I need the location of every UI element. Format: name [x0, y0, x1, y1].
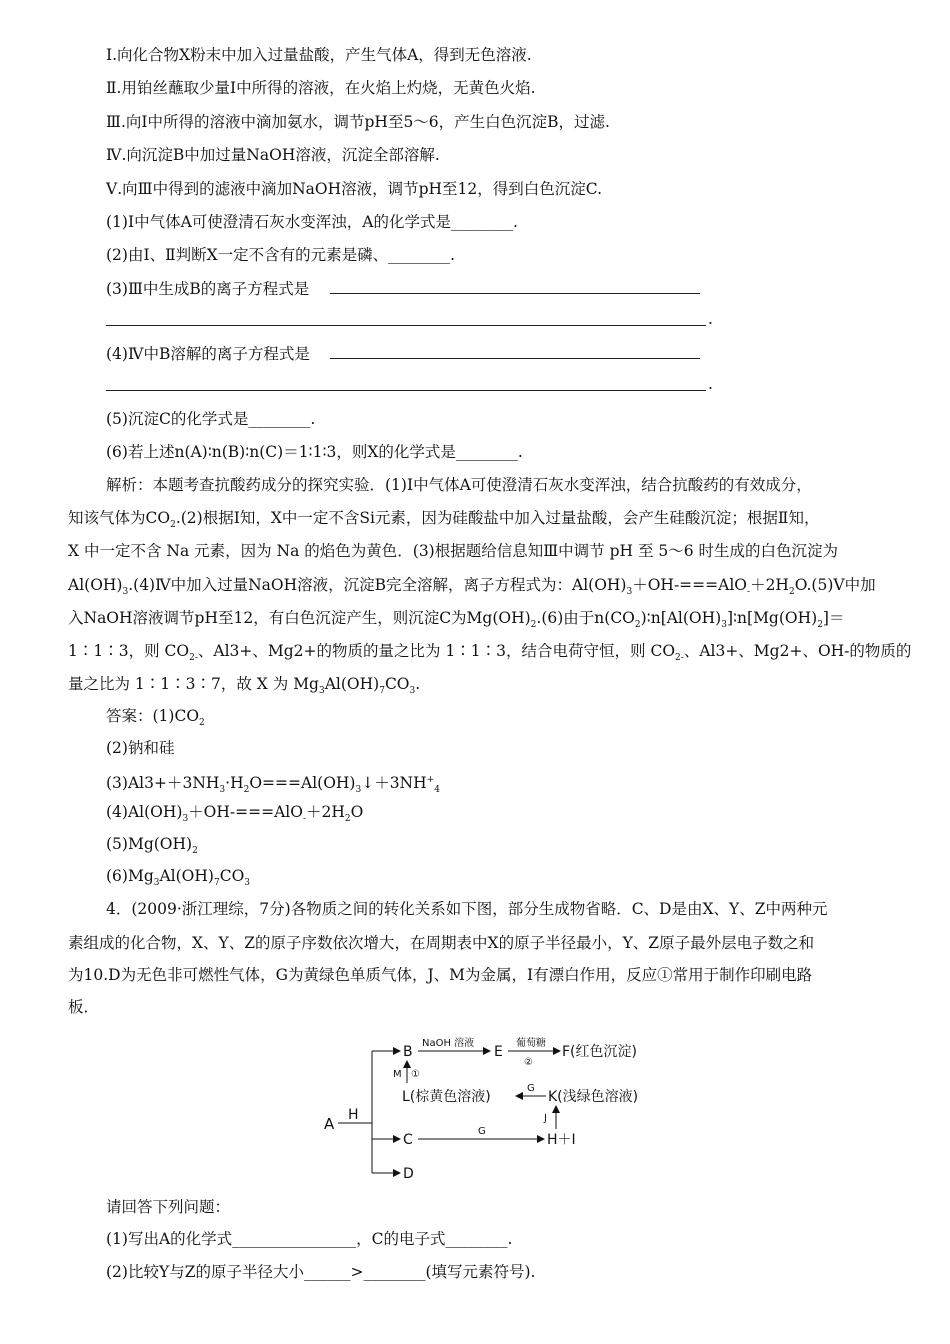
analysis-line: 知该气体为$CO_2.(2)$根据Ⅰ知，X中一定不含Si元素，因为硅酸盐中加入过量盐酸，会产生硅酸沉淀；根据Ⅱ知， [68, 509, 820, 530]
reaction-flow-diagram [320, 1025, 700, 1195]
question-1: (1)Ⅰ中气体A可使澄清石灰水变浑浊，A的化学式是________. [106, 213, 518, 231]
node-E: E [494, 1044, 503, 1060]
analysis-line: 入NaOH溶液调节pH至12，有白色沉淀产生，则沉淀C为$Mg(OH)_2.(6)$由于$n(CO_2)∶n[Al(OH)_3]∶n[Mg(OH)_2]=$ [68, 609, 845, 630]
analysis-line: X 中一定不含 Na 元素，因为 Na 的焰色为黄色．(3)根据题给信息知Ⅲ中调节 pH 至 5～6 时生成的白色沉淀为 [68, 542, 839, 560]
answer-line: $(6)Mg_3Al(OH)_7CO_3$ [106, 867, 251, 888]
node-D: D [403, 1166, 414, 1182]
label-M: M [393, 1069, 402, 1080]
problem-4-line: 板． [68, 998, 100, 1016]
analysis-line: 解析：本题考查抗酸药成分的探究实验．(1)Ⅰ中气体A可使澄清石灰水变浑浊，结合抗酸药的有效成分， [106, 476, 812, 494]
answer-line: $(5)Mg(OH)_2$ [106, 835, 198, 856]
problem-4-line: 4．(2009·浙江理综，7分)各物质之间的转化关系如下图，部分生成物省略．C、D是由X、Y、Z中两种元 [106, 900, 828, 918]
node-F: F(红色沉淀) [562, 1044, 637, 1060]
answer-line: (2)钠和硅 [106, 739, 175, 757]
step-2: Ⅱ.用铂丝蘸取少量Ⅰ中所得的溶液，在火焰上灼烧，无黄色火焰. [106, 79, 536, 97]
step-1: Ⅰ.向化合物X粉末中加入过量盐酸，产生气体A，得到无色溶液. [106, 46, 532, 64]
node-K: K(浅绿色溶液) [548, 1089, 639, 1105]
label-reaction-1: ① [411, 1069, 420, 1080]
analysis-line: 量之比为 1∶1∶3∶7，故 X 为 $Mg_3Al(OH)_7CO_3$. [68, 675, 421, 696]
answer-blank [330, 358, 700, 359]
label-glucose: 葡萄糖 [516, 1038, 546, 1049]
analysis-line: $Al(OH)_3.(4)Ⅳ$中加入过量NaOH溶液，沉淀B完全溶解，离子方程式为：$Al(OH)_3+OH-===AlO_-+2H_2O.(5)Ⅴ$中加 [68, 576, 876, 597]
question-3: (3)Ⅲ中生成B的离子方程式是 [106, 280, 310, 298]
node-A: A [324, 1115, 335, 1133]
node-C: C [403, 1132, 413, 1148]
node-L: L(棕黄色溶液) [402, 1089, 491, 1105]
label-G-bottom: G [478, 1126, 486, 1137]
period-mark: . [708, 375, 713, 393]
step-5: Ⅴ.向Ⅲ中得到的滤液中滴加NaOH溶液，调节pH至12，得到白色沉淀C. [106, 180, 602, 198]
label-G-top: G [527, 1083, 535, 1094]
label-J: J [544, 1113, 547, 1124]
question-6: (6)若上述n(A)∶n(B)∶n(C)＝1∶1∶3，则X的化学式是________. [106, 443, 523, 461]
followup-question-1: (1)写出A的化学式________________，C的电子式________. [106, 1230, 513, 1248]
question-4: (4)Ⅳ中B溶解的离子方程式是 [106, 345, 310, 363]
question-5: (5)沉淀C的化学式是________. [106, 410, 316, 428]
analysis-line: 1∶1∶3，则 $CO_{2-}$、Al3+、Mg2+的物质的量之比为 1∶1∶3，结合电荷守恒，则 $CO_{2-}$、Al3+、Mg2+、OH-的物质的 [68, 642, 912, 663]
answer-line: 答案：$(1)CO_2$ [106, 707, 205, 728]
label-H: H [348, 1107, 359, 1123]
label-naoh: NaOH 溶液 [422, 1038, 475, 1049]
node-H-plus-I: H＋I [547, 1132, 576, 1148]
followup-question-2: (2)比较Y与Z的原子半径大小______>________(填写元素符号). [106, 1263, 536, 1281]
answer-blank [106, 390, 706, 391]
step-3: Ⅲ.向Ⅰ中所得的溶液中滴加氨水，调节pH至5～6，产生白色沉淀B，过滤. [106, 113, 610, 131]
answer-blank [330, 293, 700, 294]
period-mark: . [708, 310, 713, 328]
problem-4-line: 为10.D为无色非可燃性气体，G为黄绿色单质气体，J、M为金属，I有漂白作用，反应①常用于制作印刷电路 [68, 966, 813, 984]
node-B: B [403, 1044, 413, 1060]
answer-line: $(4)Al(OH)_3+OH-===AlO_-+2H_2O$ [106, 803, 364, 824]
answer-blank [106, 325, 706, 326]
problem-4-line: 素组成的化合物，X、Y、Z的原子序数依次增大，在周期表中X的原子半径最小，Y、Z原子最外层电子数之和 [68, 934, 815, 952]
label-reaction-2: ② [524, 1057, 533, 1068]
answer-line: $(3)Al3++3NH_3\cdot H_2O===Al(OH)_3↓+3NH^+_4$ [106, 774, 440, 795]
step-4: Ⅳ.向沉淀B中加过量NaOH溶液，沉淀全部溶解. [106, 146, 440, 164]
question-2: (2)由Ⅰ、Ⅱ判断X一定不含有的元素是磷、________. [106, 246, 456, 264]
followup-intro: 请回答下列问题： [106, 1198, 231, 1216]
